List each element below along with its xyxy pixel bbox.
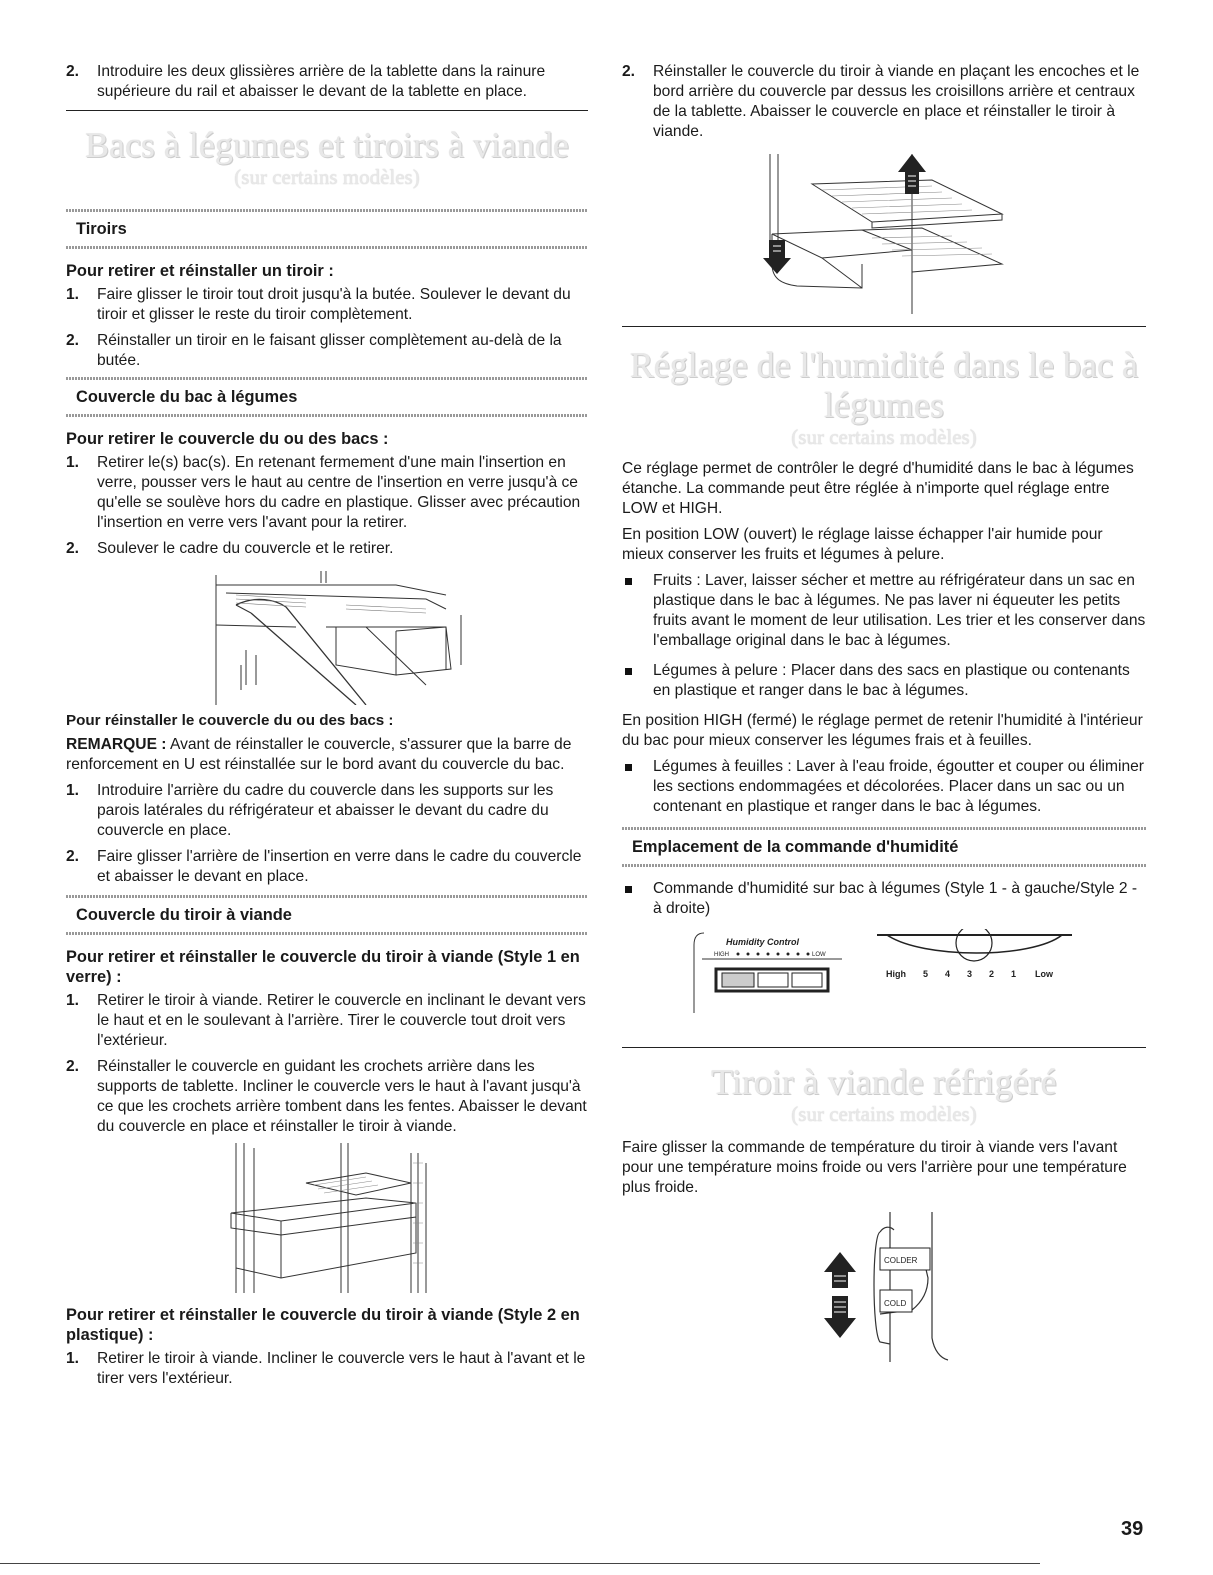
band-bottom bbox=[66, 932, 588, 935]
humidity-paragraph: Ce réglage permet de contrôler le degré d'humidité dans le bac à légumes étanche. La commande peut être réglée à n'importe quel réglage entre LOW et HIGH. bbox=[622, 460, 1134, 517]
heading-retirer-tiroir: Pour retirer et réinstaller un tiroir : bbox=[66, 262, 334, 280]
section-title-line1: Réglage de l'humidité dans le bac à bbox=[629, 345, 1139, 385]
meat-temp-illustration bbox=[622, 1212, 1146, 1362]
step-number: 2. bbox=[66, 1058, 80, 1075]
meat-cover-drawing bbox=[622, 154, 1146, 324]
band-bottom bbox=[66, 414, 588, 417]
meat-drawer-drawing bbox=[66, 1143, 588, 1293]
step-text: Réinstaller le couvercle en guidant les crochets arrière dans les supports de tablette. Incliner le couvercle vers le haut à l'avant jusqu'à ce que les crochets arrière tombent dans les fentes. Abaisser le devant du couvercle en place et réinstaller le tiroir à viande. bbox=[97, 1058, 587, 1135]
tiroir-step bbox=[66, 331, 588, 371]
bullet-text: Légumes à pelure : Placer dans des sacs en plastique ou contenants en plastique et ranger dans le bac à légumes. bbox=[653, 662, 1130, 699]
step-number: 2. bbox=[66, 848, 80, 865]
section-subtitle: (sur certains modèles) bbox=[234, 165, 420, 189]
right-step bbox=[622, 62, 1146, 142]
bullet-item bbox=[622, 879, 1146, 919]
step-text: Faire glisser le tiroir tout droit jusqu'à la butée. Soulever le devant du tiroir et glisser le reste du tiroir complètement. bbox=[97, 286, 571, 323]
heading-style1: Pour retirer et réinstaller le couvercle du tiroir à viande (Style 1 en verre) : bbox=[66, 948, 580, 986]
step-number: 1. bbox=[66, 286, 80, 303]
bullet-square-icon bbox=[625, 668, 632, 675]
colder-label: COLDER bbox=[884, 1256, 918, 1265]
heading-retirer-couvercle: Pour retirer le couvercle du ou des bacs : bbox=[66, 430, 389, 448]
control2-scale-high: High bbox=[886, 969, 906, 979]
humidity-control-style1 bbox=[694, 933, 842, 1013]
reinstall-steps bbox=[66, 781, 588, 887]
control2-scale-2: 2 bbox=[989, 969, 995, 979]
bullet-item bbox=[622, 757, 1146, 817]
step-number: 2. bbox=[66, 63, 80, 80]
style1-step bbox=[66, 991, 588, 1051]
control1-label: Humidity Control bbox=[726, 937, 799, 947]
step-text: Introduire les deux glissières arrière de la tablette dans la rainure supérieure du rail et abaisser le devant de la tablette en place. bbox=[97, 63, 546, 100]
crisper-cover-illustration bbox=[66, 565, 588, 705]
control2-scale-5: 5 bbox=[923, 969, 929, 979]
section-title-line2: légumes bbox=[824, 385, 944, 425]
section-rule bbox=[66, 110, 588, 111]
humidity-bullets-low bbox=[622, 571, 1146, 701]
right-column bbox=[622, 0, 1146, 1362]
cold-label: COLD bbox=[884, 1299, 907, 1308]
step-number: 1. bbox=[66, 454, 80, 471]
control2-scale-low: Low bbox=[1035, 969, 1053, 979]
note-label: REMARQUE : bbox=[66, 736, 167, 753]
humidity-paragraph: En position LOW (ouvert) le réglage laisse échapper l'air humide pour mieux conserver les fruits et légumes à pelure. bbox=[622, 526, 1103, 563]
control2-scale-1: 1 bbox=[1011, 969, 1017, 979]
style2-step bbox=[66, 1349, 588, 1389]
bullet-text: Fruits : Laver, laisser sécher et mettre au réfrigérateur dans un sac en plastique dans le bac à légumes. Ne pas laver ni équeuter les petits fruits avant le moment de leur utilisation. Les trier et les conserver dans l'emballage original dans le bac à légumes. bbox=[653, 572, 1146, 649]
control1-high: HIGH bbox=[714, 952, 729, 958]
bullet-item bbox=[622, 571, 1146, 651]
step-number: 1. bbox=[66, 1350, 80, 1367]
reinstall-step bbox=[66, 847, 588, 887]
step-text: Retirer le(s) bac(s). En retenant fermement d'une main l'insertion en verre, pousser vers le haut au centre de l'insertion en verre jusqu'à ce qu'elle se soulève hors du cadre en plastique. Glisser avec précaution l'insertion en verre vers l'avant pour la retirer. bbox=[97, 454, 581, 531]
meat-temp-drawing bbox=[622, 1212, 1146, 1362]
note-text: Avant de réinstaller le couvercle, s'assurer que la barre de renforcement en U est réinstallée sur le bord avant du couvercle du bac. bbox=[66, 736, 572, 773]
subhead-emplacement: Emplacement de la commande d'humidité bbox=[632, 838, 959, 856]
bullet-square-icon bbox=[625, 578, 632, 585]
control1-low: LOW bbox=[812, 952, 826, 958]
step-text: Retirer le tiroir à viande. Retirer le couvercle en inclinant le devant vers le haut et en le soulevant à l'arrière. Tirer le couvercle tout droit vers l'extérieur. bbox=[97, 992, 586, 1049]
subhead-couvercle-viande: Couvercle du tiroir à viande bbox=[76, 906, 292, 924]
humidity-bullets-high bbox=[622, 757, 1146, 817]
couvercle-step bbox=[66, 539, 588, 559]
reinstall-step bbox=[66, 781, 588, 841]
section-rule bbox=[622, 326, 1146, 327]
section-title-block bbox=[622, 345, 1146, 449]
humidity-paragraph: En position HIGH (fermé) le réglage permet de retenir l'humidité à l'intérieur du bac pour mieux conserver les légumes frais et à feuilles. bbox=[622, 712, 1143, 749]
down-arrow-icon bbox=[824, 1296, 856, 1338]
step-number: 1. bbox=[66, 992, 80, 1009]
tiroir-step bbox=[66, 285, 588, 325]
style1-step bbox=[66, 1057, 588, 1137]
crisper-cover-drawing bbox=[66, 565, 588, 705]
page-number: 39 bbox=[1121, 1518, 1144, 1540]
right-steps bbox=[622, 62, 1146, 142]
emplacement-bullets bbox=[622, 879, 1146, 919]
note-paragraph bbox=[66, 735, 588, 775]
meat-cover-illustration bbox=[622, 154, 1146, 324]
heading-style2: Pour retirer et réinstaller le couvercle du tiroir à viande (Style 2 en plastique) : bbox=[66, 1306, 580, 1344]
step-number: 2. bbox=[622, 63, 636, 80]
tiroir-steps bbox=[66, 285, 588, 371]
couvercle-steps bbox=[66, 453, 588, 559]
band-bottom bbox=[622, 864, 1146, 867]
style1-steps bbox=[66, 991, 588, 1137]
section-title: Bacs à légumes et tiroirs à viande bbox=[85, 125, 569, 165]
style2-steps bbox=[66, 1349, 588, 1389]
bullet-square-icon bbox=[625, 764, 632, 771]
step-number: 2. bbox=[66, 332, 80, 349]
down-arrow-icon bbox=[763, 240, 791, 274]
bullet-text: Légumes à feuilles : Laver à l'eau froide, égoutter et couper ou éliminer les sections endommagées et décolorées. Placer dans un sac ou un contenant en plastique et ranger dans le bac à légumes. bbox=[653, 758, 1145, 815]
band-bottom bbox=[66, 246, 588, 249]
step-text: Retirer le tiroir à viande. Incliner le couvercle vers le haut à l'avant et le tirer vers l'extérieur. bbox=[97, 1350, 586, 1387]
humidity-controls-illustration bbox=[622, 929, 1146, 1013]
section-subtitle: (sur certains modèles) bbox=[791, 1102, 977, 1126]
step-number: 1. bbox=[66, 782, 80, 799]
intro-steps bbox=[66, 62, 588, 102]
section-rule bbox=[622, 1047, 1146, 1048]
meat-paragraph: Faire glisser la commande de température du tiroir à viande vers l'avant pour une température moins froide ou vers l'arrière pour une température plus froide. bbox=[622, 1139, 1127, 1196]
step-text: Réinstaller un tiroir en le faisant glisser complètement au-delà de la butée. bbox=[97, 332, 562, 369]
step-number: 2. bbox=[66, 540, 80, 557]
section-title: Tiroir à viande réfrigéré bbox=[711, 1062, 1057, 1102]
step-text: Introduire l'arrière du cadre du couvercle dans les supports sur les parois latérales du réfrigérateur et abaisser le devant du cadre du couvercle en place. bbox=[97, 782, 554, 839]
couvercle-step bbox=[66, 453, 588, 533]
control2-scale-3: 3 bbox=[967, 969, 973, 979]
humidity-controls-drawing bbox=[622, 929, 1146, 1013]
section-title-block bbox=[66, 125, 588, 189]
bullet-text: Commande d'humidité sur bac à légumes (Style 1 - à gauche/Style 2 - à droite) bbox=[653, 880, 1138, 917]
intro-step bbox=[66, 62, 588, 102]
up-arrow-icon bbox=[898, 154, 926, 194]
heading-reinstaller-couvercle: Pour réinstaller le couvercle du ou des bacs : bbox=[66, 712, 394, 729]
section-title-block bbox=[622, 1062, 1146, 1126]
step-text: Réinstaller le couvercle du tiroir à viande en plaçant les encoches et le bord arrière du couvercle par dessus les croisillons arrière et centraux de la tablette. Abaisser le couvercle en place et réinstaller le tiroir à viande. bbox=[653, 63, 1140, 140]
bullet-square-icon bbox=[625, 886, 632, 893]
meat-drawer-illustration bbox=[66, 1143, 588, 1293]
bullet-item bbox=[622, 661, 1146, 701]
subhead-couvercle-bac: Couvercle du bac à légumes bbox=[76, 388, 298, 406]
step-text: Faire glisser l'arrière de l'insertion en verre dans le cadre du couvercle et abaisser le devant en place. bbox=[97, 848, 582, 885]
footer-rule bbox=[0, 1563, 1040, 1564]
subhead-tiroirs: Tiroirs bbox=[76, 220, 127, 238]
up-arrow-icon bbox=[824, 1252, 856, 1288]
control2-scale-4: 4 bbox=[945, 969, 951, 979]
section-subtitle: (sur certains modèles) bbox=[791, 425, 977, 449]
humidity-control-style2 bbox=[877, 929, 1072, 979]
step-text: Soulever le cadre du couvercle et le retirer. bbox=[97, 540, 394, 557]
left-column bbox=[66, 0, 588, 1395]
